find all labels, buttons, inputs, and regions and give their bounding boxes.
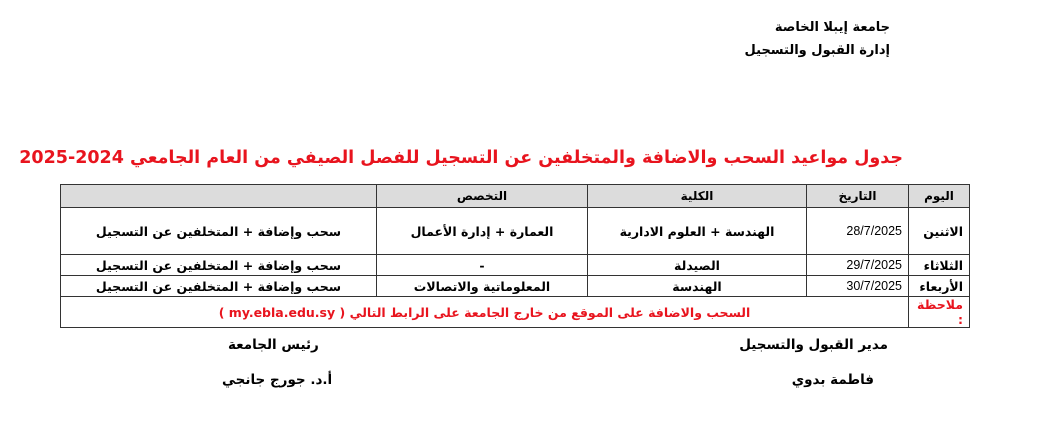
row-action: سحب وإضافة + المتخلفين عن التسجيل	[61, 255, 377, 276]
registrar-name: فاطمة بدوي	[791, 372, 874, 388]
row-date: 29/7/2025	[807, 255, 909, 276]
registrar-title: مدير القبول والتسجيل	[739, 337, 888, 353]
schedule-table	[60, 184, 970, 328]
row-date: 30/7/2025	[807, 276, 909, 297]
header-day: اليوم	[909, 185, 970, 208]
row-college: الهندسة	[588, 276, 807, 297]
note-row	[61, 297, 970, 328]
row-date: 28/7/2025	[807, 208, 909, 255]
row-action: سحب وإضافة + المتخلفين عن التسجيل	[61, 276, 377, 297]
row-specialization: المعلوماتية والاتصالات	[377, 276, 588, 297]
row-day: الثلاثاء	[909, 255, 970, 276]
header-date: التاريخ	[807, 185, 909, 208]
row-action: سحب وإضافة + المتخلفين عن التسجيل	[61, 208, 377, 255]
row-specialization: العمارة + إدارة الأعمال	[377, 208, 588, 255]
university-name: جامعة إيبلا الخاصة	[774, 20, 890, 35]
header-specialization: التخصص	[377, 185, 588, 208]
table-header-row	[61, 185, 970, 208]
header-college: الكلية	[588, 185, 807, 208]
row-specialization: -	[377, 255, 588, 276]
row-day: الأربعاء	[909, 276, 970, 297]
note-label: ملاحظة :	[909, 297, 970, 328]
table-row	[61, 276, 970, 297]
table-row	[61, 208, 970, 255]
row-day: الاثنين	[909, 208, 970, 255]
table-row	[61, 255, 970, 276]
note-text: السحب والاضافة على الموقع من خارج الجامعة على الرابط التالي	[349, 304, 751, 320]
header-action	[61, 185, 377, 208]
president-title: رئيس الجامعة	[228, 337, 319, 353]
website-link[interactable]: ( my.ebla.edu.sy )	[218, 304, 346, 320]
department-name: إدارة القبول والتسجيل	[744, 43, 890, 58]
president-name: أ.د. جورج جانجي	[222, 372, 333, 388]
row-college: الهندسة + العلوم الادارية	[588, 208, 807, 255]
note-cell	[61, 297, 909, 328]
row-college: الصيدلة	[588, 255, 807, 276]
document-title: جدول مواعيد السحب والاضافة والمتخلفين عن التسجيل للفصل الصيفي من العام الجامعي 2024-2025	[19, 148, 903, 168]
